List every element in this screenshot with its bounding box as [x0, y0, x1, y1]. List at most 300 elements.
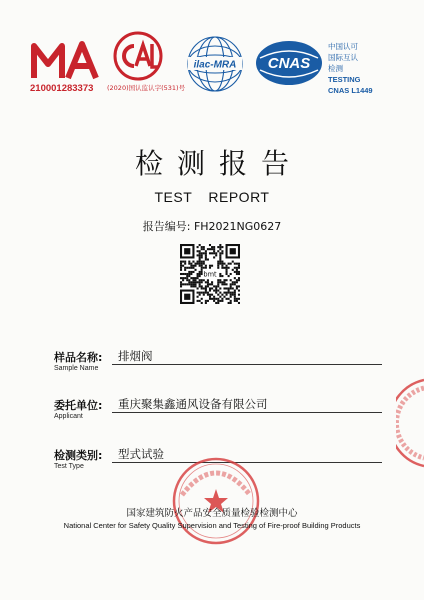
- qr-module: [207, 283, 209, 285]
- qr-module: [199, 275, 201, 277]
- cal-logo: [112, 30, 164, 82]
- qr-module: [228, 298, 230, 300]
- sample-name-label: 样品名称:: [54, 351, 103, 364]
- qr-module: [219, 300, 221, 302]
- qr-module: [221, 267, 223, 269]
- qr-module: [217, 298, 219, 300]
- qr-module: [234, 292, 236, 294]
- qr-module: [238, 285, 240, 287]
- qr-module: [192, 283, 194, 285]
- qr-module: [209, 252, 211, 254]
- qr-module: [211, 294, 213, 296]
- qr-module: [209, 296, 211, 298]
- qr-module: [199, 283, 201, 285]
- report-number-value: FH2021NG0627: [193, 220, 282, 233]
- qr-module: [232, 269, 234, 271]
- qr-module: [197, 246, 199, 248]
- qr-module: [186, 267, 188, 269]
- qr-module: [207, 294, 209, 296]
- qr-module: [213, 296, 215, 298]
- qr-module: [228, 267, 230, 269]
- qr-module: [190, 271, 192, 273]
- qr-module: [201, 246, 203, 248]
- qr-module: [228, 302, 230, 304]
- qr-module: [217, 294, 219, 296]
- qr-module: [219, 279, 221, 281]
- qr-module: [199, 256, 201, 258]
- qr-module: [223, 263, 225, 265]
- qr-module: [217, 265, 219, 267]
- qr-module: [197, 296, 199, 298]
- qr-module: [194, 269, 196, 271]
- qr-module: [199, 263, 201, 265]
- qr-module: [219, 244, 221, 246]
- official-seal-stamp: [170, 455, 262, 547]
- qr-module: [186, 277, 188, 279]
- qr-module: [205, 258, 207, 260]
- qr-module: [234, 271, 236, 273]
- qr-module: [221, 252, 223, 254]
- qr-module: [223, 287, 225, 289]
- test-type-label: 检测类别:: [54, 449, 103, 462]
- qr-module: [209, 294, 211, 296]
- qr-module: [230, 273, 232, 275]
- qr-module: [182, 261, 184, 263]
- qr-module: [199, 285, 201, 287]
- qr-module: [199, 281, 201, 283]
- qr-module: [197, 281, 199, 283]
- qr-module: [201, 279, 203, 281]
- qr-module: [209, 287, 211, 289]
- qr-module: [205, 265, 207, 267]
- qr-module: [213, 298, 215, 300]
- qr-module: [188, 267, 190, 269]
- qr-module: [182, 277, 184, 279]
- qr-module: [219, 287, 221, 289]
- qr-module: [190, 285, 192, 287]
- qr-module: [215, 290, 217, 292]
- qr-module: [226, 267, 228, 269]
- qr-module: [221, 275, 223, 277]
- cnas-logo: [254, 38, 324, 88]
- qr-module: [217, 285, 219, 287]
- qr-module: [217, 300, 219, 302]
- qr-module: [236, 267, 238, 269]
- cnas-line: 国际互认: [328, 53, 358, 62]
- sample-name-label-en: Sample Name: [54, 365, 99, 372]
- qr-module: [234, 298, 236, 300]
- qr-module: [232, 283, 234, 285]
- qr-module: [211, 298, 213, 300]
- qr-module: [226, 269, 228, 271]
- qr-module: [238, 263, 240, 265]
- qr-module: [201, 248, 203, 250]
- qr-module: [226, 283, 228, 285]
- qr-module: [201, 252, 203, 254]
- cnas-line: TESTING: [328, 75, 361, 84]
- qr-module: [213, 290, 215, 292]
- test-type-value: 型式试验: [118, 447, 164, 461]
- qr-module: [203, 292, 205, 294]
- sample-name-value: 排烟阀: [118, 349, 153, 363]
- qr-module: [199, 300, 201, 302]
- qr-module: [219, 261, 221, 263]
- qr-module: [184, 273, 186, 275]
- qr-module: [182, 273, 184, 275]
- qr-module: [180, 269, 182, 271]
- qr-module: [180, 261, 182, 263]
- qr-module: [190, 267, 192, 269]
- qr-module: [197, 292, 199, 294]
- side-seal-stamp: [396, 378, 424, 468]
- cnas-line: CNAS L1449: [328, 86, 373, 95]
- qr-module: [219, 256, 221, 258]
- qr-module: [209, 283, 211, 285]
- qr-module: [188, 279, 190, 281]
- qr-module: [234, 281, 236, 283]
- qr-module: [186, 279, 188, 281]
- qr-module: [205, 267, 207, 269]
- qr-module: [238, 290, 240, 292]
- qr-module: [197, 250, 199, 252]
- qr-module: [192, 279, 194, 281]
- qr-module: [238, 302, 240, 304]
- qr-module: [180, 263, 182, 265]
- qr-module: [192, 265, 194, 267]
- accreditation-logos: [0, 28, 424, 108]
- institution-name-en: National Center for Safety Quality Supervision and Testing of Fire-proof Building Products: [63, 521, 361, 530]
- qr-module: [194, 263, 196, 265]
- qr-module: [236, 263, 238, 265]
- qr-module: [236, 285, 238, 287]
- applicant-label: 委托单位:: [54, 399, 103, 412]
- qr-module: [221, 265, 223, 267]
- qr-module: [197, 275, 199, 277]
- qr-module: [211, 252, 213, 254]
- qr-module: [190, 283, 192, 285]
- qr-module: [192, 261, 194, 263]
- qr-module: [217, 263, 219, 265]
- qr-module: [199, 279, 201, 281]
- qr-module: [201, 292, 203, 294]
- qr-module: [219, 273, 221, 275]
- qr-module: [188, 275, 190, 277]
- qr-module: [234, 263, 236, 265]
- qr-module: [223, 267, 225, 269]
- qr-module: [197, 287, 199, 289]
- qr-module: [201, 287, 203, 289]
- qr-module: [190, 263, 192, 265]
- qr-module: [228, 292, 230, 294]
- qr-module: [201, 256, 203, 258]
- qr-module: [199, 258, 201, 260]
- qr-module: [219, 263, 221, 265]
- qr-module: [234, 300, 236, 302]
- cnas-line: 中国认可: [328, 42, 358, 51]
- qr-module: [226, 279, 228, 281]
- qr-module: [211, 283, 213, 285]
- qr-module: [197, 300, 199, 302]
- qr-module: [184, 261, 186, 263]
- qr-module: [236, 281, 238, 283]
- qr-module: [211, 281, 213, 283]
- qr-module: [186, 273, 188, 275]
- qr-module: [203, 248, 205, 250]
- qr-module: [180, 277, 182, 279]
- qr-module: [205, 292, 207, 294]
- qr-module: [238, 271, 240, 273]
- qr-module: [219, 275, 221, 277]
- qr-module: [188, 263, 190, 265]
- qr-module: [213, 252, 215, 254]
- qr-module: [184, 263, 186, 265]
- qr-module: [226, 273, 228, 275]
- qr-module: [236, 287, 238, 289]
- underline: [112, 364, 382, 365]
- qr-module: [209, 267, 211, 269]
- qr-module: [215, 285, 217, 287]
- qr-module: [211, 246, 213, 248]
- qr-module: [190, 265, 192, 267]
- qr-module: [238, 265, 240, 267]
- qr-module: [230, 263, 232, 265]
- ilac-mra-logo: [184, 34, 246, 94]
- qr-module: [234, 277, 236, 279]
- qr-module: [238, 277, 240, 279]
- qr-module: [238, 267, 240, 269]
- qr-module: [199, 294, 201, 296]
- qr-module: [211, 265, 213, 267]
- qr-module: [188, 273, 190, 275]
- qr-module: [215, 298, 217, 300]
- qr-module: [217, 261, 219, 263]
- report-number: [0, 218, 424, 234]
- qr-module: [203, 294, 205, 296]
- qr-module: [197, 261, 199, 263]
- qr-module: [236, 273, 238, 275]
- qr-module: [186, 275, 188, 277]
- qr-module: [213, 256, 215, 258]
- qr-module: [219, 292, 221, 294]
- qr-module: [226, 292, 228, 294]
- qr-module: [203, 246, 205, 248]
- qr-module: [238, 279, 240, 281]
- qr-module: [217, 290, 219, 292]
- qr-module: [201, 285, 203, 287]
- qr-module: [180, 267, 182, 269]
- qr-module: [223, 296, 225, 298]
- qr-module: [194, 285, 196, 287]
- qr-module: [234, 294, 236, 296]
- qr-module: [201, 263, 203, 265]
- qr-module: [205, 300, 207, 302]
- qr-module: [213, 300, 215, 302]
- qr-module: [217, 246, 219, 248]
- qr-module: [236, 271, 238, 273]
- qr-module: [182, 279, 184, 281]
- underline: [112, 412, 382, 413]
- qr-module: [215, 254, 217, 256]
- qr-module: [232, 292, 234, 294]
- qr-module: [228, 287, 230, 289]
- qr-module: [194, 265, 196, 267]
- qr-module: [238, 273, 240, 275]
- qr-module: [205, 256, 207, 258]
- qr-module: [230, 294, 232, 296]
- qr-module: [213, 246, 215, 248]
- qr-module: [199, 265, 201, 267]
- qr-module: [219, 246, 221, 248]
- qr-module: [205, 281, 207, 283]
- qr-module: [188, 283, 190, 285]
- qr-module: [226, 298, 228, 300]
- qr-module: [230, 285, 232, 287]
- qr-module: [213, 285, 215, 287]
- qr-module: [209, 298, 211, 300]
- qr-module: [207, 300, 209, 302]
- qr-module: [207, 279, 209, 281]
- qr-module: [217, 267, 219, 269]
- qr-module: [184, 267, 186, 269]
- qr-module: [201, 298, 203, 300]
- qr-module: [234, 296, 236, 298]
- qr-module: [199, 292, 201, 294]
- applicant-label-en: Applicant: [54, 413, 83, 420]
- qr-module: [205, 285, 207, 287]
- qr-module: [188, 271, 190, 273]
- cal-caption: (2020)国认监认字(531)号: [107, 84, 186, 92]
- qr-module: [205, 302, 207, 304]
- qr-module: [215, 287, 217, 289]
- qr-module: [223, 279, 225, 281]
- qr-module: [230, 283, 232, 285]
- qr-module: [221, 294, 223, 296]
- qr-module: [184, 269, 186, 271]
- cnas-text: [328, 41, 373, 96]
- qr-module: [197, 273, 199, 275]
- qr-module: [207, 285, 209, 287]
- qr-module: [219, 254, 221, 256]
- qr-module: [217, 281, 219, 283]
- qr-module: [219, 252, 221, 254]
- qr-module: [217, 283, 219, 285]
- qr-module: [211, 287, 213, 289]
- qr-module: [201, 281, 203, 283]
- qr-module: [221, 298, 223, 300]
- qr-module: [199, 261, 201, 263]
- qr-module: [230, 287, 232, 289]
- qr-module: [230, 296, 232, 298]
- qr-module: [197, 254, 199, 256]
- qr-module: [228, 290, 230, 292]
- qr-module: [201, 267, 203, 269]
- qr-module: [203, 252, 205, 254]
- test-type-label-en: Test Type: [54, 463, 84, 470]
- qr-module: [207, 248, 209, 250]
- qr-module: [203, 267, 205, 269]
- qr-module: [215, 292, 217, 294]
- qr-module: [203, 263, 205, 265]
- qr-module: [221, 283, 223, 285]
- qr-module: [213, 250, 215, 252]
- qr-module: [236, 279, 238, 281]
- qr-module: [207, 281, 209, 283]
- qr-module: [192, 285, 194, 287]
- qr-module: [221, 263, 223, 265]
- qr-code: [180, 244, 240, 304]
- qr-module: [213, 248, 215, 250]
- qr-module: [201, 261, 203, 263]
- qr-module: [230, 300, 232, 302]
- qr-module: [194, 281, 196, 283]
- page-title: 检测报告: [134, 147, 303, 180]
- qr-module: [232, 294, 234, 296]
- qr-module: [230, 302, 232, 304]
- qr-module: [201, 265, 203, 267]
- qr-module: [219, 296, 221, 298]
- qr-module: [197, 277, 199, 279]
- qr-module: [184, 277, 186, 279]
- qr-module: [199, 273, 201, 275]
- report-number-label: 报告编号:: [142, 220, 191, 233]
- qr-module: [217, 250, 219, 252]
- qr-module: [219, 281, 221, 283]
- qr-module: [184, 283, 186, 285]
- qr-module: [209, 248, 211, 250]
- qr-module: [192, 267, 194, 269]
- qr-module: [192, 271, 194, 273]
- qr-module: [234, 290, 236, 292]
- qr-module: [192, 281, 194, 283]
- qr-module: [223, 281, 225, 283]
- page-subtitle: TEST REPORT: [154, 189, 270, 205]
- qr-module: [194, 283, 196, 285]
- qr-module: [232, 287, 234, 289]
- qr-module: [223, 283, 225, 285]
- qr-module: [232, 261, 234, 263]
- qr-module: [199, 244, 201, 246]
- qr-module: [203, 261, 205, 263]
- qr-module: [236, 269, 238, 271]
- qr-module: [232, 281, 234, 283]
- qr-module: [221, 261, 223, 263]
- qr-module: [238, 298, 240, 300]
- qr-module: [230, 279, 232, 281]
- qr-module: [236, 300, 238, 302]
- qr-module: [221, 300, 223, 302]
- qr-module: [211, 248, 213, 250]
- institution-name-cn: 国家建筑防火产品安全质量检验检测中心: [126, 508, 298, 519]
- qr-module: [205, 254, 207, 256]
- qr-module: [199, 254, 201, 256]
- qr-module: [238, 294, 240, 296]
- qr-module: [226, 265, 228, 267]
- qr-module: [221, 281, 223, 283]
- qr-module: [180, 265, 182, 267]
- qr-module: [215, 302, 217, 304]
- qr-module: [192, 277, 194, 279]
- qr-module: [205, 250, 207, 252]
- qr-module: [203, 287, 205, 289]
- qr-module: [226, 271, 228, 273]
- qr-module: [219, 258, 221, 260]
- qr-module: [205, 252, 207, 254]
- qr-module: [199, 252, 201, 254]
- qr-module: [223, 292, 225, 294]
- qr-module: [226, 294, 228, 296]
- cma-logo: [30, 38, 100, 82]
- qr-module: [194, 279, 196, 281]
